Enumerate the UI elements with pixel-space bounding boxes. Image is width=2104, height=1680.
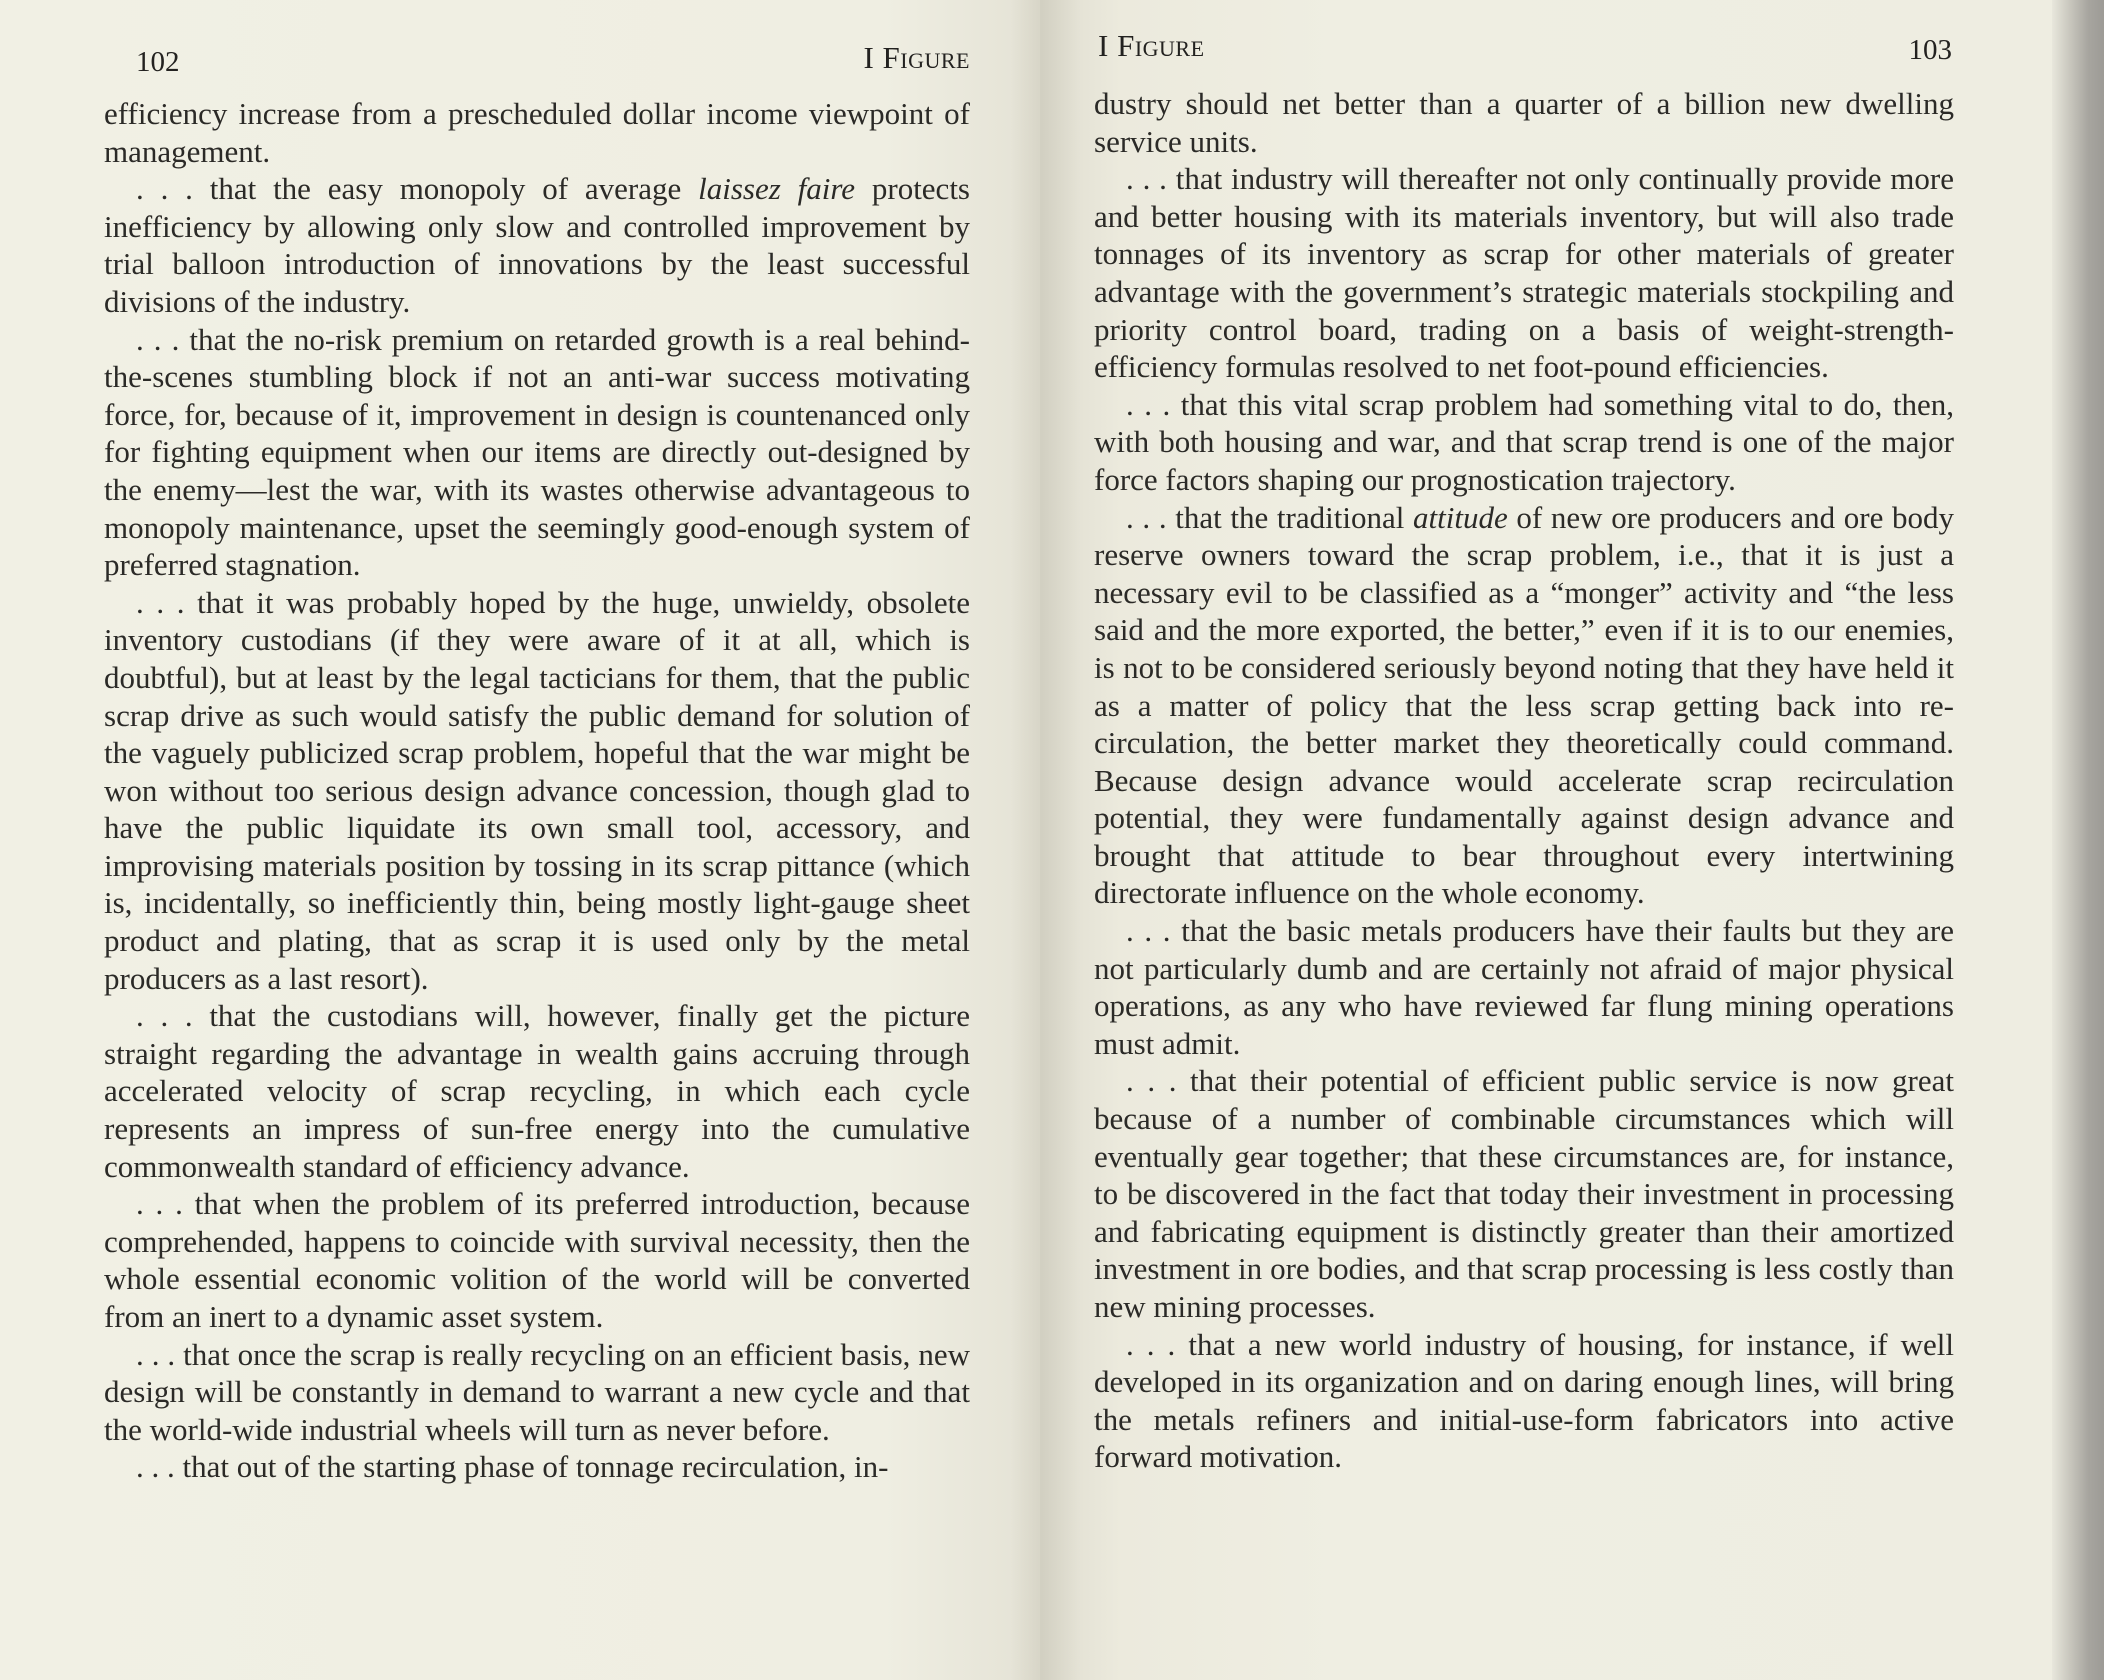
left-running-head: I Figure: [863, 40, 970, 75]
right-page-number: 103: [1908, 34, 1952, 66]
paragraph: . . . that it was probably hoped by the huge, unwieldy, obsolete inventory custodians (if they were aware of it at all, which is doubtful), but at least by the legal tacticians for them, that the public scrap drive as such would satisfy the public demand for solution of the vaguely publicized scrap problem, hopeful that the war might be won without too serious design advance concession, though glad to have the public liquidate its own small tool, accessory, and improvising materials position by tossing in its scrap pittance (which is, incidentally, so inefficiently thin, being mostly light-gauge sheet product and plating, that as scrap it is used only by the metal producers as a last resort).: [104, 584, 970, 996]
paragraph: . . . that the easy monopoly of average laissez faire protects inefficiency by allowing only slow and controlled improvement by trial balloon introduction of innovations by the least successful divisions of the industry.: [104, 171, 970, 319]
left-page-body: [104, 95, 970, 1486]
paragraph: . . . that their potential of efficient public service is now great because of a number of combinable circumstances which will eventually gear together; that these circumstances are, for instance, to be discovered in the fact that today their investment in processing and fabricating equipment is distinctly greater than their amortized investment in ore bodies, and that scrap processing is less costly than new mining processes.: [1094, 1063, 1954, 1324]
paragraph: . . . that this vital scrap problem had something vital to do, then, with both housing and war, and that scrap trend is one of the major force factors shaping our prognostication trajectory.: [1094, 386, 1954, 497]
paragraph: efficiency increase from a prescheduled dollar income viewpoint of management.: [104, 96, 970, 169]
paragraph: . . . that industry will thereafter not only continually provide more and better housing with its materials inventory, but will also trade tonnages of its inventory as scrap for other materials of greater advantage with the government’s strategic materials stockpiling and priority control board, trading on a basis of weight-strength-efficiency formulas resolved to net foot-pound efficiencies.: [1094, 161, 1954, 385]
left-page-number: 102: [136, 46, 180, 78]
gutter-shadow: [1010, 0, 1080, 1680]
paragraph: . . . that the traditional attitude of new ore producers and ore body reserve owners toward the scrap problem, i.e., that it is just a necessary evil to be classified as a “monger” activity and “the less said and the more exported, the better,” even if it is to our enemies, is not to be considered seriously beyond noting that they have held it as a matter of policy that the less scrap getting back into re-circulation, the better market they theoretically could command. Because design advance would accelerate scrap recirculation potential, they were fundamentally against design advance and brought that attitude to bear throughout every intertwining directorate influence on the whole economy.: [1094, 499, 1955, 911]
paragraph: . . . that the custodians will, however, finally get the picture straight regarding the advantage in wealth gains accruing through accelerated velocity of scrap recycling, in which each cycle represents an impress of sun-free energy into the cumulative commonwealth standard of efficiency advance.: [104, 998, 970, 1184]
right-page: [1040, 0, 2052, 1680]
left-page: [0, 0, 1040, 1680]
paragraph: . . . that the basic metals producers have their faults but they are not particularly dumb and are certainly not afraid of major physical operations, as any who have reviewed far flung mining operations must admit.: [1094, 913, 1954, 1061]
paragraph: . . . that out of the starting phase of tonnage recirculation, in-: [136, 1449, 889, 1485]
paragraph: dustry should net better than a quarter of a billion new dwelling service units.: [1094, 86, 1954, 159]
italic-phrase: laissez faire: [698, 171, 856, 207]
page-edge: [2052, 0, 2104, 1680]
paragraph: . . . that the no-risk premium on retarded growth is a real behind-the-scenes stumbling block if not an anti-war success motivating force, for, because of it, improvement in design is countenanced only for fighting equipment when our items are directly out-designed by the enemy—lest the war, with its wastes otherwise advantageous to monopoly maintenance, upset the seemingly good-enough system of preferred stagnation.: [104, 321, 970, 583]
italic-word: attitude: [1413, 499, 1508, 535]
paragraph: . . . that when the problem of its preferred introduction, because comprehended, happens to coincide with survival necessity, then the whole essential economic volition of the world will be converted from an inert to a dynamic asset system.: [104, 1186, 970, 1334]
right-page-body: [1094, 85, 1954, 1476]
paragraph: . . . that once the scrap is really recycling on an efficient basis, new design will be constantly in demand to warrant a new cycle and that the world-wide industrial wheels will turn as never before.: [104, 1336, 970, 1447]
paragraph: . . . that a new world industry of housing, for instance, if well developed in its organization and on daring enough lines, will bring the metals refiners and initial-use-form fabricators into active forward motivation.: [1094, 1326, 1954, 1475]
right-running-head: I Figure: [1098, 28, 1205, 63]
